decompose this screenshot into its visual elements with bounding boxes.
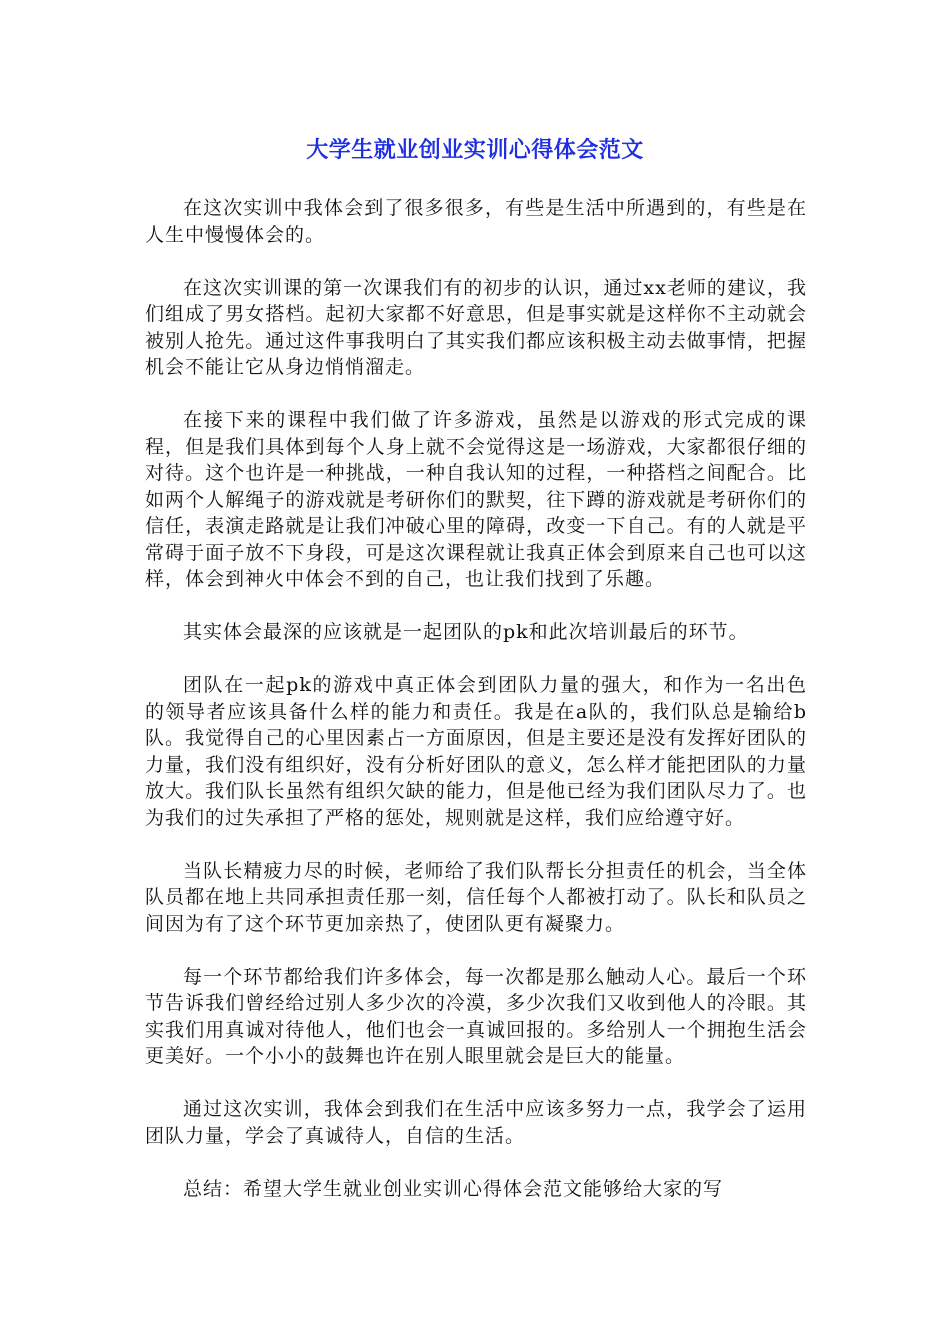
paragraph-1: 在这次实训中我体会到了很多很多，有些是生活中所遇到的，有些是在人生中慢慢体会的。 <box>145 197 807 246</box>
paragraph-9: 总结：希望大学生就业创业实训心得体会范文能够给大家的写 <box>183 1177 724 1200</box>
paragraph-2: 在这次实训课的第一次课我们有的初步的认识，通过xx老师的建议，我们组成了男女搭档。起初大家都不好意思，但是事实就是这样你不主动就会被别人抢先。通过这件事我明白了其实我们都应该积极主动去做事情，把握机会不能让它从身边悄悄溜走。 <box>145 276 807 378</box>
paragraph-8: 通过这次实训，我体会到我们在生活中应该多努力一点，我学会了运用团队力量，学会了真诚待人，自信的生活。 <box>145 1098 807 1147</box>
paragraph-5: 团队在一起pk的游戏中真正体会到团队力量的强大，和作为一名出色的领导者应该具备什么样的能力和责任。我是在a队的，我们队总是输给b队。我觉得自己的心里因素占一方面原因，但是主要还是没有发挥好团队的力量，我们没有组织好，没有分析好团队的意义，怎么样才能把团队的力量放大。我们队长虽然有组织欠缺的能力，但是他已经为我们团队尽力了。也为我们的过失承担了严格的惩处，规则就是这样，我们应给遵守好。 <box>145 674 807 829</box>
paragraph-4: 其实体会最深的应该就是一起团队的pk和此次培训最后的环节。 <box>183 621 749 643</box>
paragraph-3: 在接下来的课程中我们做了许多游戏，虽然是以游戏的形式完成的课程，但是我们具体到每个人身上就不会觉得这是一场游戏，大家都很仔细的对待。这个也许是一种挑战，一种自我认知的过程，一种搭档之间配合。比如两个人解绳子的游戏就是考研你们的默契，往下蹲的游戏就是考研你们的信任，表演走路就是让我们冲破心里的障碍，改变一下自己。有的人就是平常碍于面子放不下身段，可是这次课程就让我真正体会到原来自己也可以这样，体会到神火中体会不到的自己，也让我们找到了乐趣。 <box>145 409 807 590</box>
paragraph-6: 当队长精疲力尽的时候，老师给了我们队帮长分担责任的机会，当全体队员都在地上共同承担责任那一刻，信任每个人都被打动了。队长和队员之间因为有了这个环节更加亲热了，使团队更有凝聚力。 <box>145 859 807 935</box>
paragraph-7: 每一个环节都给我们许多体会，每一次都是那么触动人心。最后一个环节告诉我们曾经给过别人多少次的冷漠，多少次我们又收到他人的冷眼。其实我们用真诚对待他人，他们也会一真诚回报的。多给别人一个拥抱生活会更美好。一个小小的鼓舞也许在别人眼里就会是巨大的能量。 <box>145 965 807 1067</box>
document-title: 大学生就业创业实训心得体会范文 <box>306 138 644 163</box>
document-body <box>145 195 807 1229</box>
